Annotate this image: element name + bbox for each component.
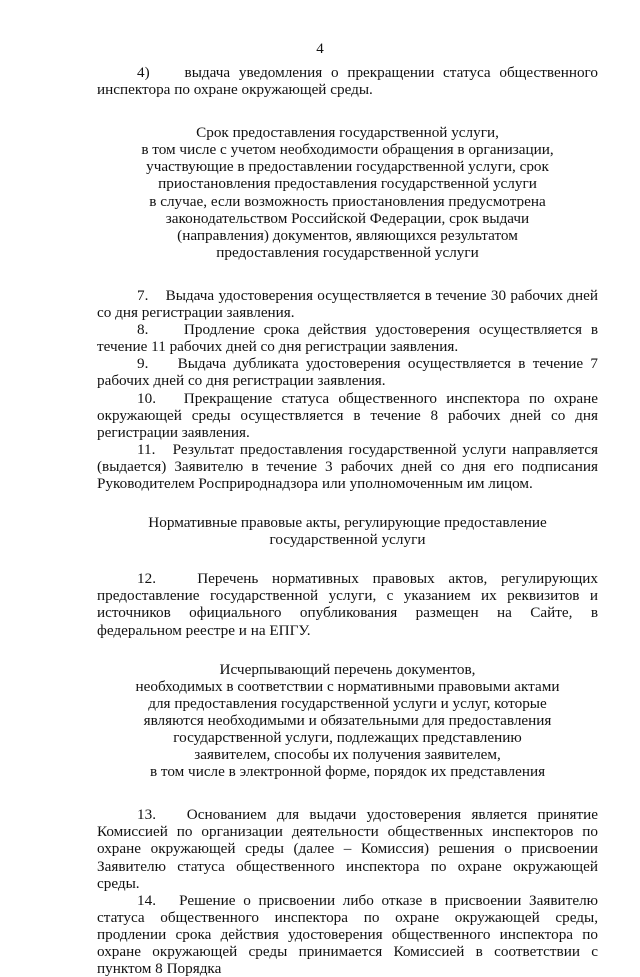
heading-line: Нормативные правовые акты, регулирующие предоставление xyxy=(148,514,547,532)
page-number: 4 xyxy=(316,41,324,57)
heading-service-terms xyxy=(97,124,598,261)
paragraph-13: 13. Основанием для выдачи удостоверения является принятие Комиссией по организации деятельности общественных инспекторов по охране окружающей среды (далее – Комиссия) решения о присвоении Заявителю статуса общественного инспектора по охране окружающей среды. xyxy=(97,806,598,892)
heading-line: в том числе с учетом необходимости обращения в организации, xyxy=(141,141,554,159)
paragraph-10: 10. Прекращение статуса общественного инспектора по охране окружающей среды осуществляется в течение 8 рабочих дней со дня регистрации заявления. xyxy=(97,389,598,441)
heading-line: в том числе в электронной форме, порядок их представления xyxy=(149,763,546,781)
heading-line: Исчерпывающий перечень документов, xyxy=(219,660,476,678)
heading-line: (направления) документов, являющихся результатом xyxy=(177,226,518,244)
heading-line: законодательством Российской Федерации, срок выдачи xyxy=(165,209,530,227)
paragraph-11: 11. Результат предоставления государственной услуги направляется (выдается) Заявителю в течение 3 рабочих дней со дня его подписания Руководителем Росприроднадзора или уполномоченным им лицом. xyxy=(97,440,598,492)
heading-legal-acts xyxy=(97,514,598,548)
heading-line: предоставления государственной услуги xyxy=(216,243,479,261)
heading-line: являются необходимыми и обязательными для предоставления xyxy=(143,711,552,729)
heading-line: необходимых в соответствии с нормативными правовыми актами xyxy=(135,677,560,695)
paragraph-8: 8. Продление срока действия удостоверения осуществляется в течение 11 рабочих дней со дня регистрации заявления. xyxy=(97,321,598,356)
paragraph-14: 14. Решение о присвоении либо отказе в присвоении Заявителю статуса общественного инспектора по охране окружающей среды, продлении срока действия удостоверения общественного инспектора по охране окружающей среды принимается Комиссией в соответствии с пунктом 8 Порядка xyxy=(97,891,598,977)
heading-line: участвующие в предоставлении государственной услуги, срок xyxy=(146,158,549,176)
paragraph-12: 12. Перечень нормативных правовых актов, регулирующих предоставление государственной услуги, с указанием их реквизитов и источников официального опубликования размещен на Сайте, в федеральном реестре и на ЕПГУ. xyxy=(97,570,598,639)
heading-line: Срок предоставления государственной услуги, xyxy=(196,124,499,142)
paragraph-4: 4) выдача уведомления о прекращении статуса общественного инспектора по охране окружающей среды. xyxy=(97,64,598,99)
document-body xyxy=(97,64,598,977)
heading-line: приостановления предоставления государственной услуги xyxy=(158,175,537,193)
heading-line: государственной услуги, подлежащих представлению xyxy=(173,729,522,746)
paragraph-9: 9. Выдача дубликата удостоверения осуществляется в течение 7 рабочих дней со дня регистрации заявления. xyxy=(97,355,598,390)
paragraph-7: 7. Выдача удостоверения осуществляется в течение 30 рабочих дней со дня регистрации заявления. xyxy=(97,286,598,322)
heading-documents-list xyxy=(97,661,598,781)
heading-line: заявителем, способы их получения заявителем, xyxy=(194,746,501,764)
heading-line: для предоставления государственной услуги и услуг, которые xyxy=(148,694,547,712)
heading-line: государственной услуги xyxy=(269,531,426,549)
heading-line: в случае, если возможность приостановления предусмотрена xyxy=(149,192,546,210)
